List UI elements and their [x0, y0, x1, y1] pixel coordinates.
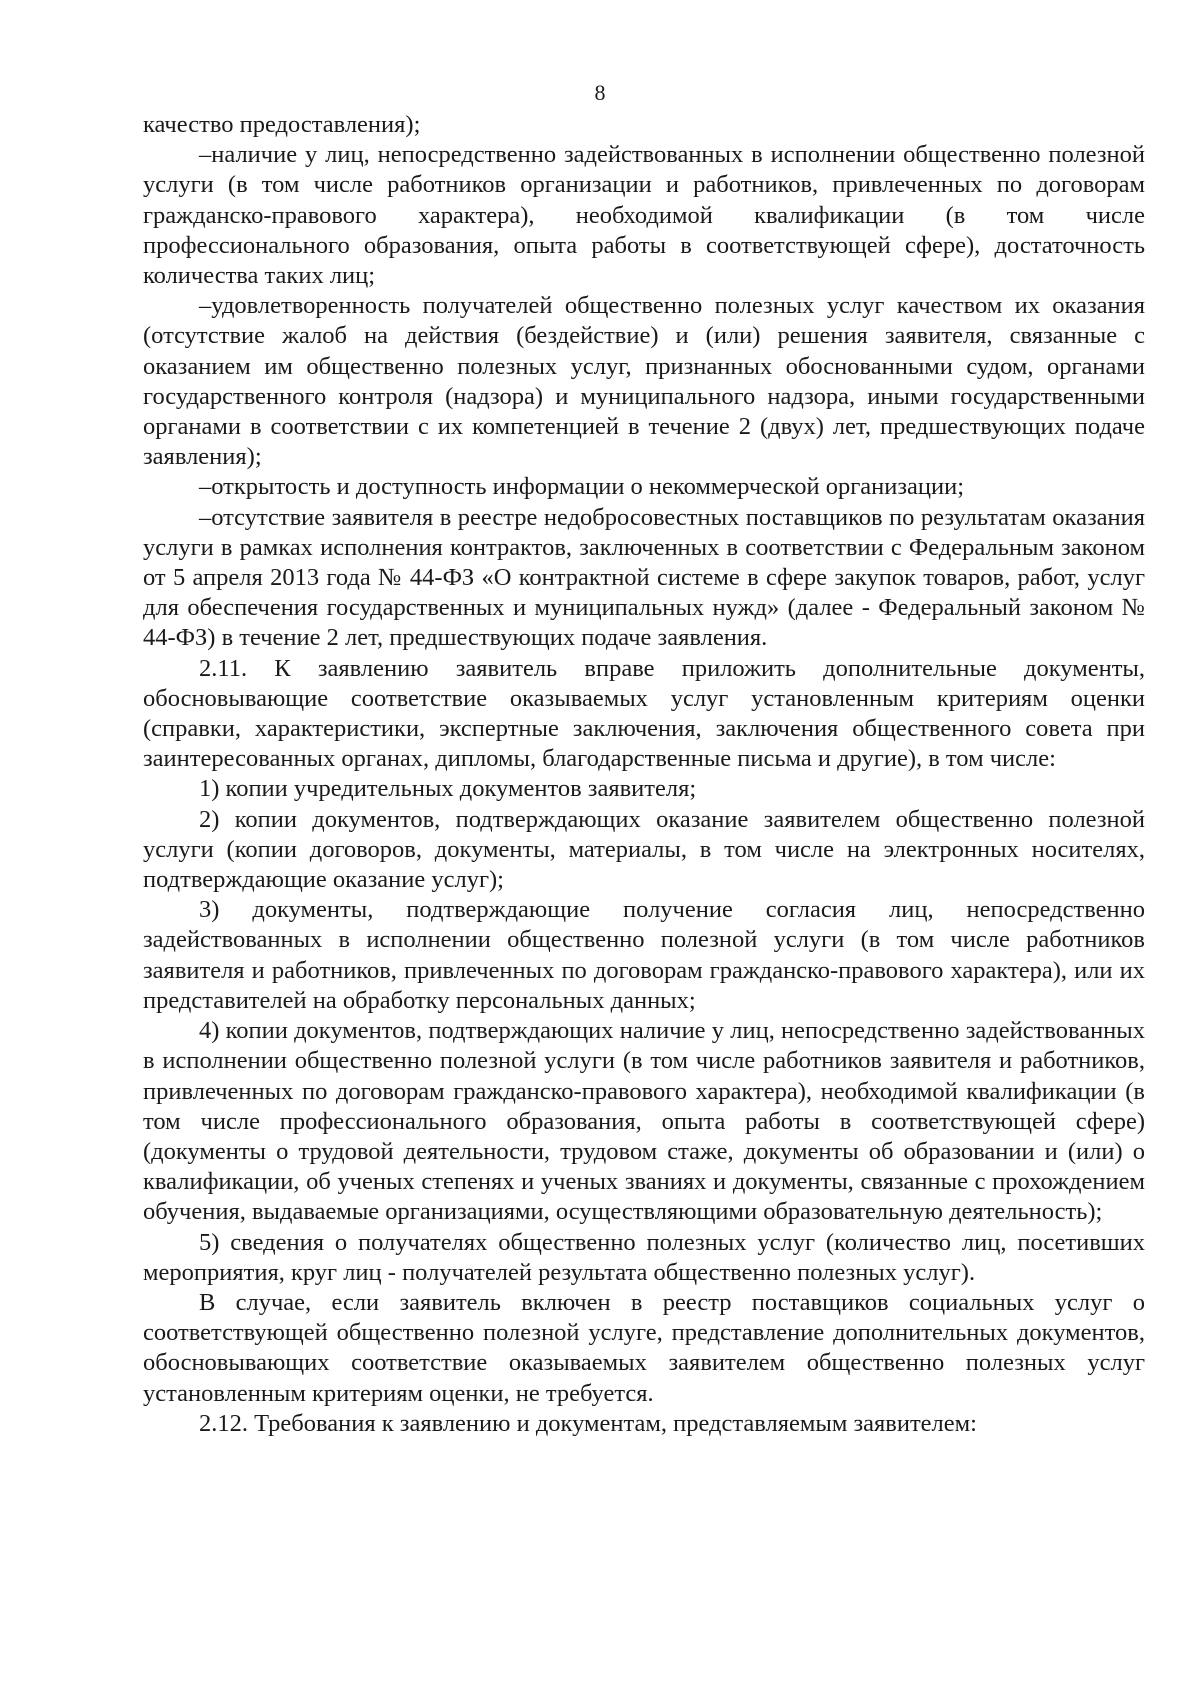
paragraph-continuation: качество предоставления); [143, 111, 421, 138]
criterion-qualification: –наличие у лиц, непосредственно задействованных в исполнении общественно полезной услуги (в том числе работников организации и работников, привлеченных по договорам гражданско-правового характера), необходимой квалификации (в том числе профессионального образования, опыта работы в соответствующей сфере), достаточность количества таких лиц; [143, 141, 1145, 290]
list-item-1: 1) копии учредительных документов заявителя; [199, 775, 697, 803]
clause-2-11: 2.11. К заявлению заявитель вправе приложить дополнительные документы, обосновывающие соответствие оказываемых услуг установленным критериям оценки (справки, характеристики, экспертные заключения, заключения общественного совета при заинтересованных органах, дипломы, благодарственные письма и другие), в том числе: [143, 654, 1145, 773]
list-item-3: 3) документы, подтверждающие получение согласия лиц, непосредственно задействованных в исполнении общественно полезной услуги (в том числе работников заявителя и работников, привлеченных по договорам гражданско-правового характера), или их представителей на обработку персональных данных; [143, 896, 1145, 1014]
list-item-5: 5) сведения о получателях общественно полезных услуг (количество лиц, посетивших мероприятия, круг лиц - получателей результата общественно полезных услуг). [143, 1228, 1145, 1286]
clause-2-12: 2.12. Требования к заявлению и документам, представляемым заявителем: [199, 1409, 977, 1437]
list-item-4: 4) копии документов, подтверждающих наличие у лиц, непосредственно задействованных в исполнении общественно полезной услуги (в том числе работников заявителя и работников, привлеченных по договорам гражданско-правового характера), необходимой квалификации (в том числе профессионального образования, опыта работы в соответствующей сфере) (документы о трудовой деятельности, трудовом стаже, документы об образовании и (или) о квалификации, об ученых степенях и ученых званиях и документы, связанные с прохождением обучения, выдаваемые организациями, осуществляющими образовательную деятельность); [143, 1017, 1145, 1226]
criterion-registry-absence: –отсутствие заявителя в реестре недобросовестных поставщиков по результатам оказания услуги в рамках исполнения контрактов, заключенных в соответствии с Федеральным законом от 5 апреля 2013 года № 44-ФЗ «О контрактной системе в сфере закупок товаров, работ, услуг для обеспечения государственных и муниципальных нужд» (далее - Федеральный законом № 44-ФЗ) в течение 2 лет, предшествующих подаче заявления. [143, 503, 1145, 652]
list-item-2: 2) копии документов, подтверждающих оказание заявителем общественно полезной услуги (копии договоров, документы, материалы, в том числе на электронных носителях, подтверждающие оказание услуг); [143, 805, 1145, 894]
document-body [143, 110, 1145, 1439]
paragraph-registry-exception: В случае, если заявитель включен в реестр поставщиков социальных услуг о соответствующей общественно полезной услуге, представление дополнительных документов, обосновывающих соответствие оказываемых заявителем общественно полезных услуг установленным критериям оценки, не требуется. [143, 1288, 1145, 1407]
criterion-satisfaction: –удовлетворенность получателей общественно полезных услуг качеством их оказания (отсутствие жалоб на действия (бездействие) и (или) решения заявителя, связанные с оказанием им общественно полезных услуг, признанных обоснованными судом, органами государственного контроля (надзора) и муниципального надзора, иными государственными органами в соответствии с их компетенцией в течение 2 (двух) лет, предшествующих подаче заявления); [143, 292, 1145, 471]
page-number: 8 [594, 80, 606, 105]
criterion-openness: –открытость и доступность информации о некоммерческой организации; [199, 473, 965, 501]
